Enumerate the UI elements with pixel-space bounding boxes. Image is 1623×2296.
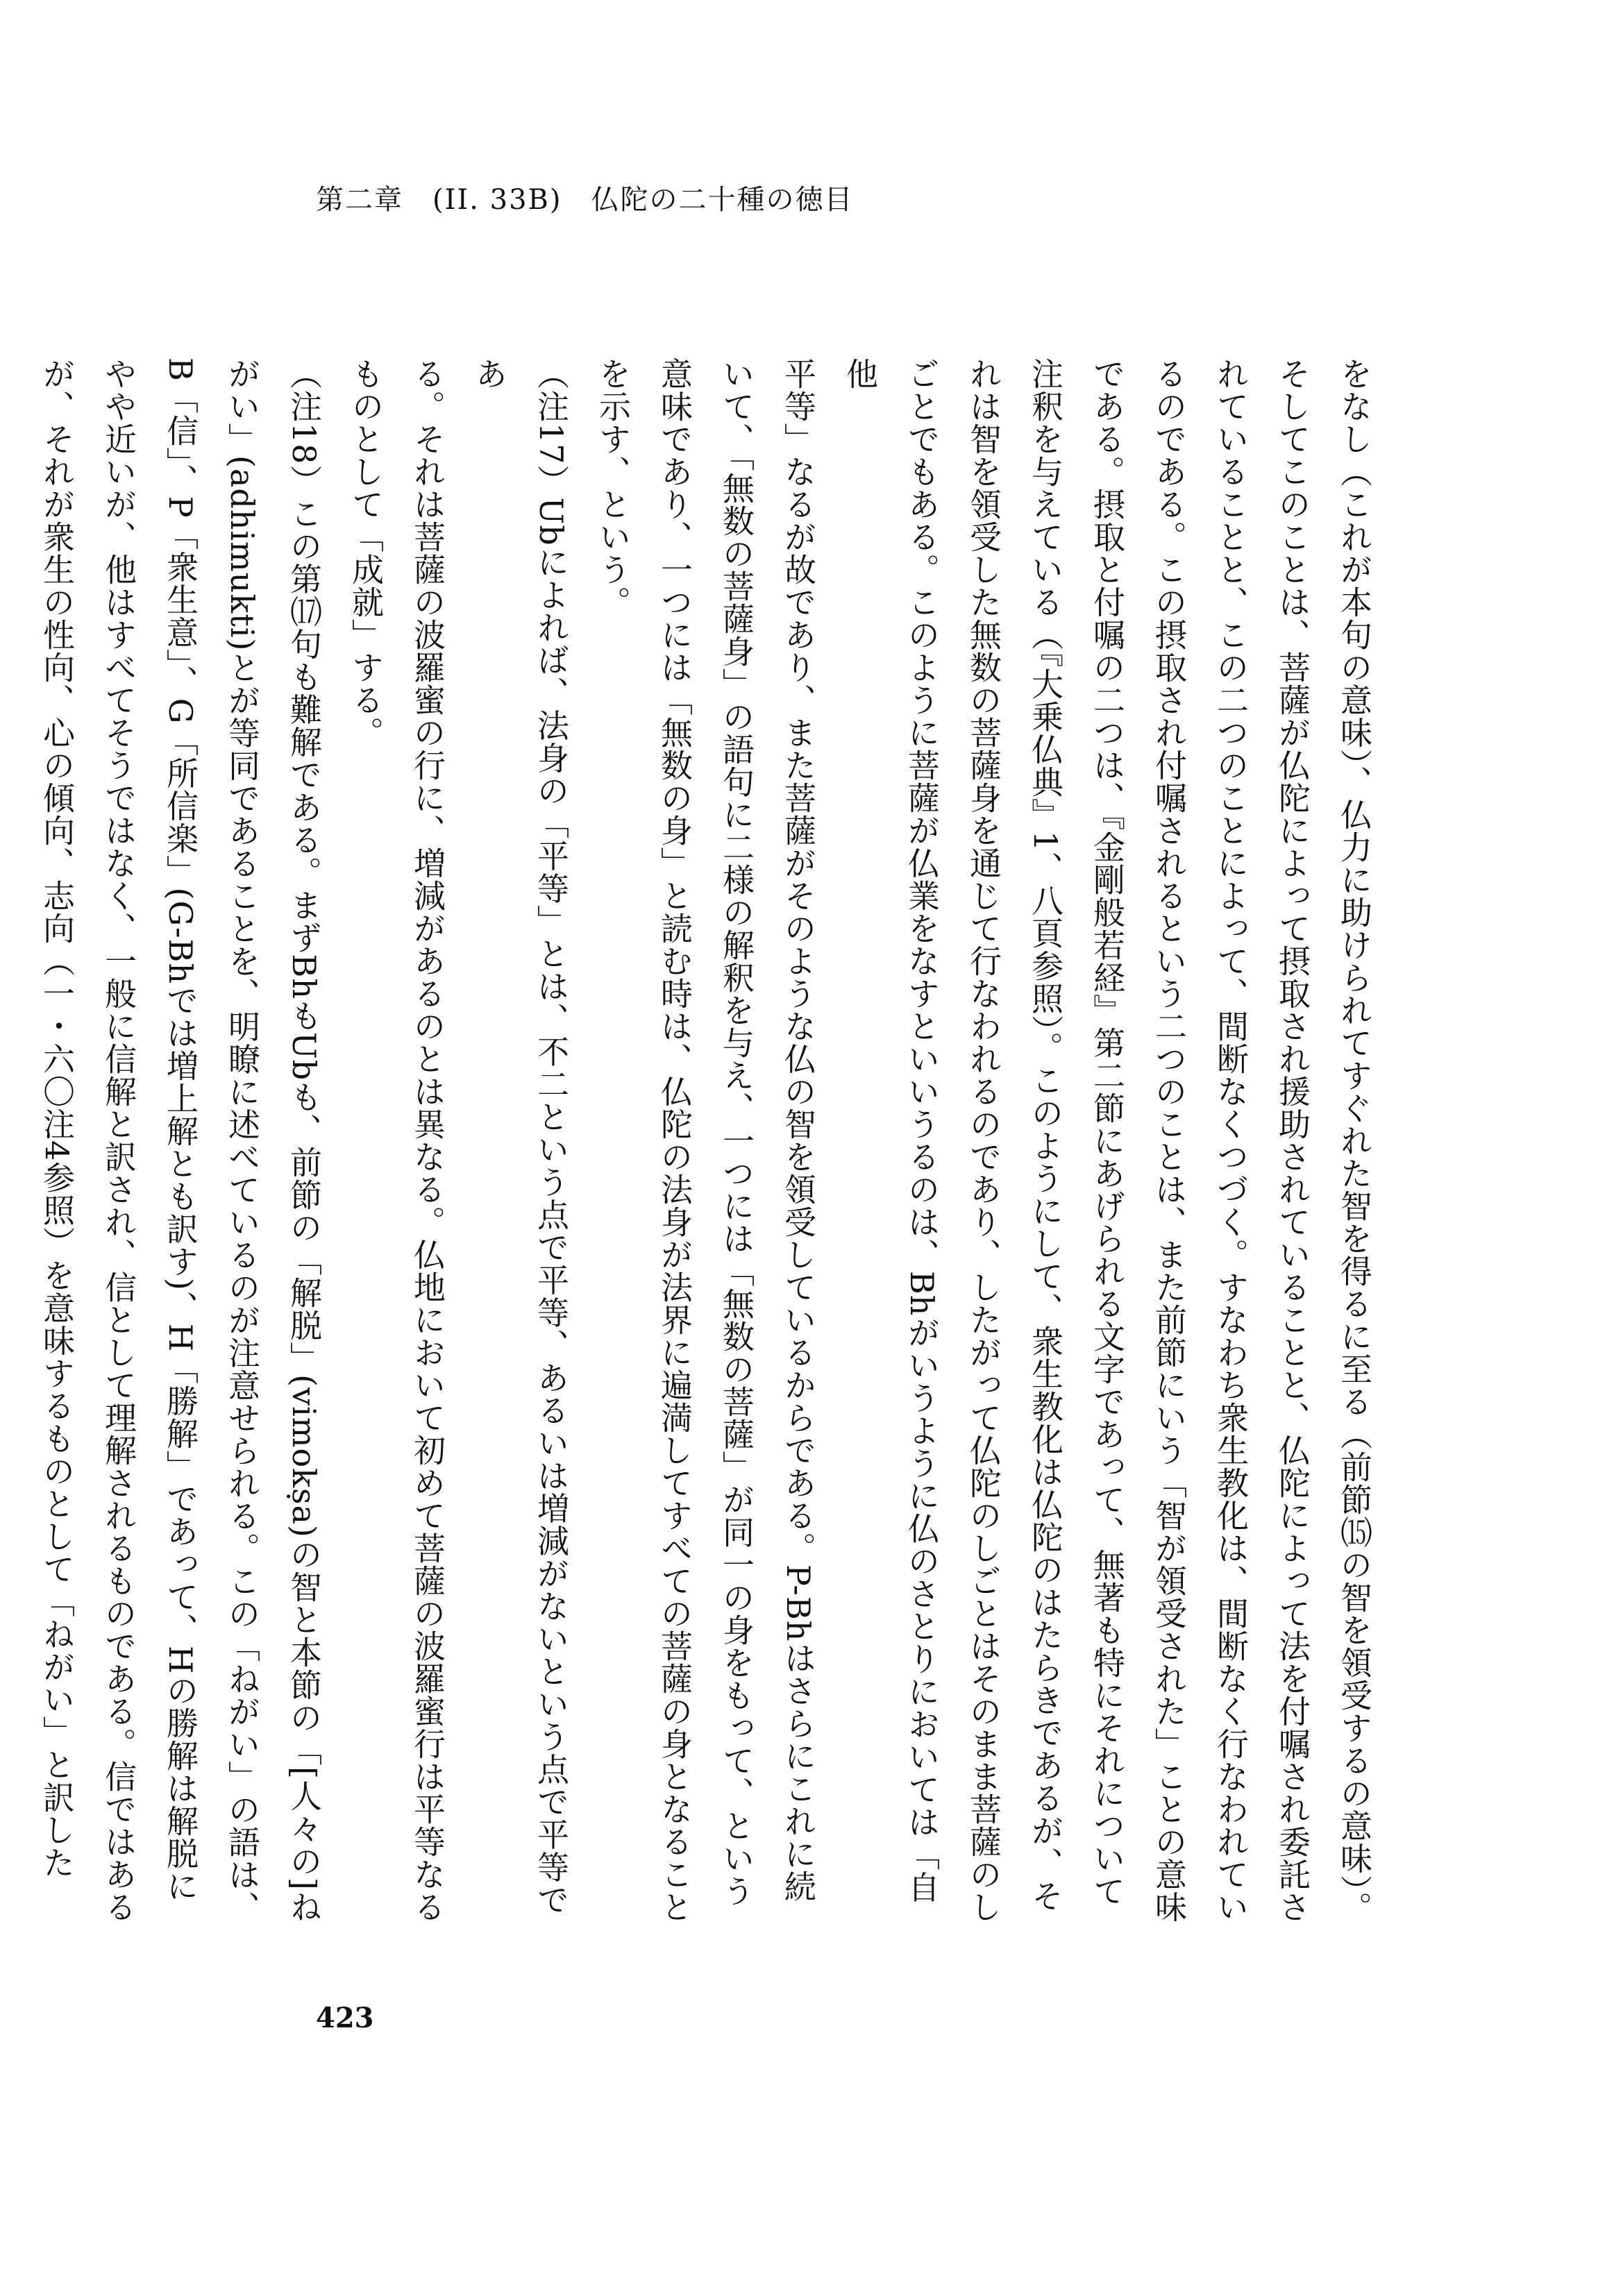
page-number: 423 — [316, 2002, 374, 2034]
body-text — [38, 357, 1385, 1933]
paragraph-main: をなし（これが本句の意味）、仏力に助けられてすぐれた智を得るに至る（前節⒂の智を領受するの意味）。 そしてこのことは、菩薩が仏陀によって摂取され援助されていることと、仏陀によって法を付嘱され委託さ れていることと、この二つのことによって、間断なくつづく。すなわち衆生教化は、間断なく行なわれてい るのである。この摂取され付嘱されるという二つのことは、また前節にいう「智が領受された」ことの意味 である。摂取と付嘱の二つは、『金剛般若経』第二節にあげられる文字であって、無著も特にそれについて 注釈を与えている（『大乗仏典』1、八頁参照）。このようにして、衆生教化は仏陀のはたらきであるが、そ れは智を領受した無数の菩薩身を通じて行なわれるのであり、したがって仏陀のしごとはそのまま菩薩のし ごとでもある。このように菩薩が仏業をなすといいうるのは、Bhがいうように仏のさとりにおいては「自他 平等」なるが故であり、また菩薩がそのような仏の智を領受しているからである。P-Bhはさらにこれに続 いて、「無数の菩薩身」の語句に二様の解釈を与え、一つには「無数の菩薩」が同一の身をもって、という 意味であり、一つには「無数の身」と読む時は、仏陀の法身が法界に遍満してすべての菩薩の身となること を示す、という。 — [594, 357, 1373, 1924]
paragraph-note-18: （注18）この第⒄句も難解である。まずBhもUbも、前節の「解脱」(vimokṣa)の智と本節の「[人々の]ね がい」(adhimukti)とが等同であることを、明瞭に述べているのが注意せられる。この「ねがい」の語は、 B「信」、P「衆生意」、G「所信楽」(G-Bhでは増上解とも訳す)、H「勝解」であって、Hの勝解は解脱に やや近いが、他はすべてそうではなく、一般に信解と訳され、信として理解されるものである。信ではある が、それが衆生の性向、心の傾向、志向（一・六〇注4参照）を意味するものとして「ねがい」と訳した — [38, 357, 323, 1924]
paragraph-note-17: （注17）Ubによれば、法身の「平等」とは、不二という点で平等、あるいは増減がないという点で平等であ る。それは菩薩の波羅蜜の行に、増減があるのとは異なる。仏地において初めて菩薩の波羅蜜行は平等なる ものとして「成就」する。 — [347, 357, 570, 1923]
running-head: 第二章 (II. 33B) 仏陀の二十種の徳目 — [316, 184, 854, 216]
